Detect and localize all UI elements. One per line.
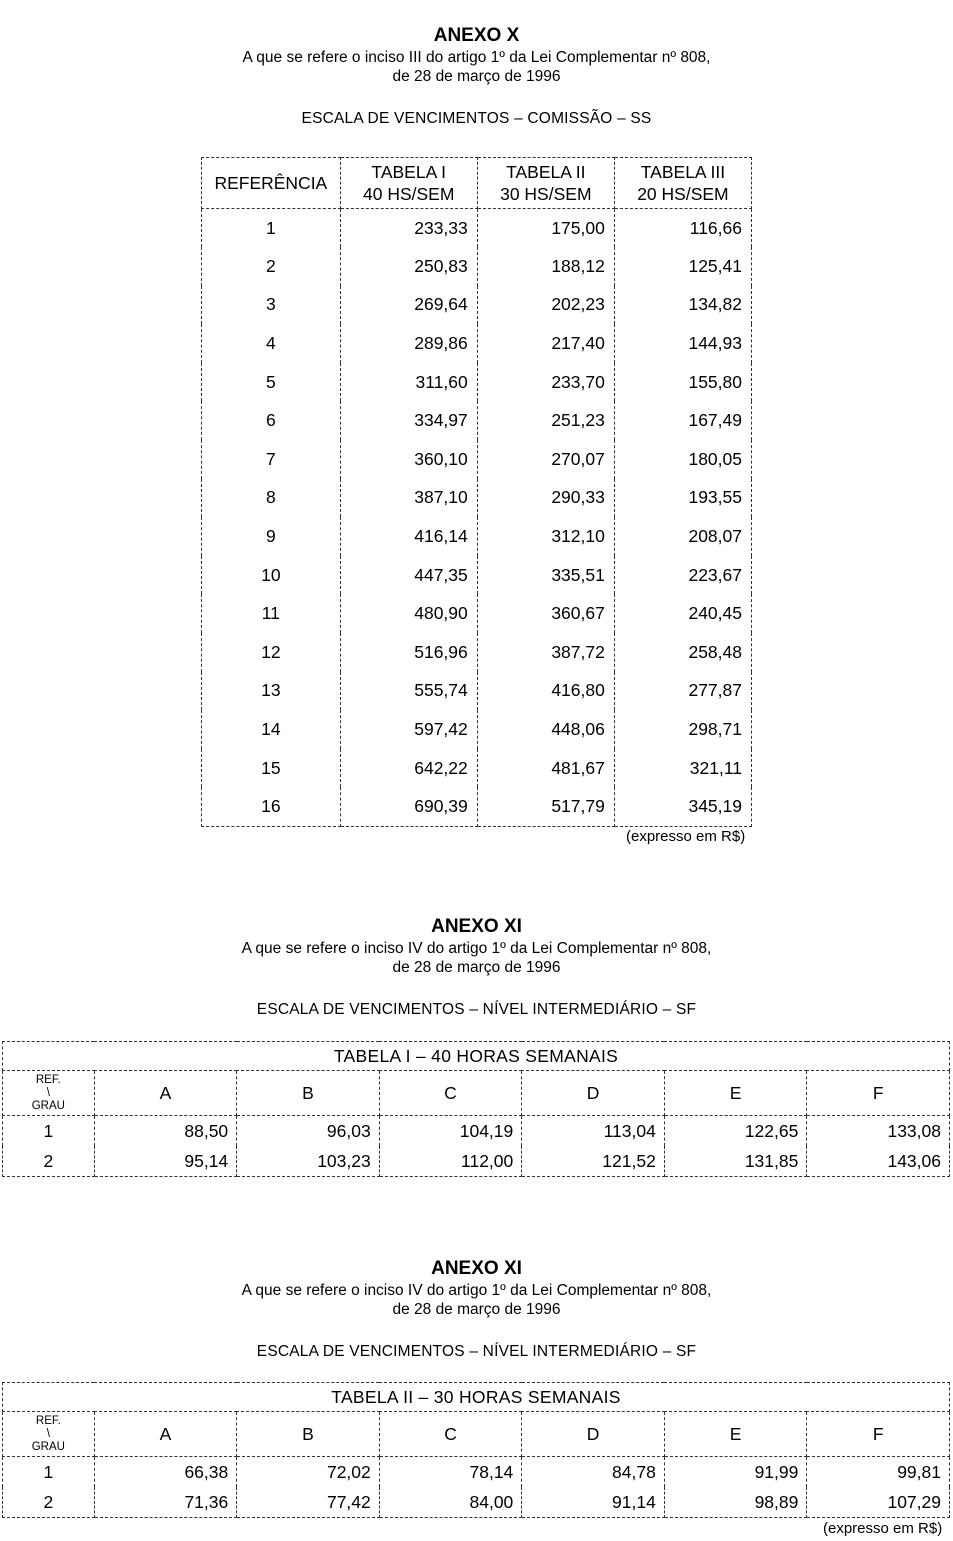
anexo-xi-1-subtitle-line1: A que se refere o inciso IV do artigo 1º da Lei Complementar nº 808,	[241, 940, 712, 957]
value-cell: 311,60	[340, 363, 477, 402]
ref-grau-separator: \	[46, 1427, 50, 1440]
column-header-f: F	[807, 1071, 950, 1116]
header-tabela-3	[614, 158, 751, 209]
value-cell: 131,85	[664, 1146, 807, 1177]
value-cell: 113,04	[522, 1116, 665, 1147]
anexo-xi-1-table-caption: TABELA I – 40 HORAS SEMANAIS	[3, 1042, 950, 1071]
value-cell: 144,93	[614, 324, 751, 363]
ref-grau-separator: \	[46, 1086, 50, 1099]
referencia-cell: 2	[202, 247, 341, 286]
value-cell: 167,49	[614, 401, 751, 440]
header-tabela-2-name: TABELA II	[506, 162, 586, 182]
column-header-f: F	[807, 1412, 950, 1457]
value-cell: 233,70	[477, 363, 614, 402]
referencia-cell: 12	[202, 633, 341, 672]
table-row	[202, 479, 752, 518]
column-header-a: A	[94, 1071, 237, 1116]
value-cell: 233,33	[340, 209, 477, 248]
header-tabela-1	[340, 158, 477, 209]
table-row	[202, 440, 752, 479]
value-cell: 84,00	[379, 1487, 522, 1518]
value-cell: 91,99	[664, 1457, 807, 1488]
value-cell: 193,55	[614, 479, 751, 518]
value-cell: 134,82	[614, 286, 751, 325]
value-cell: 107,29	[807, 1487, 950, 1518]
anexo-xi-2-subtitle-line2: de 28 de março de 1996	[392, 1301, 561, 1318]
value-cell: 360,67	[477, 594, 614, 633]
value-cell: 121,52	[522, 1146, 665, 1177]
value-cell: 642,22	[340, 749, 477, 788]
ref-cell: 2	[3, 1146, 95, 1177]
table-row	[3, 1487, 950, 1518]
header-tabela-3-hours: 20 HS/SEM	[637, 184, 729, 204]
value-cell: 416,80	[477, 672, 614, 711]
value-cell: 334,97	[340, 401, 477, 440]
referencia-cell: 4	[202, 324, 341, 363]
anexo-xi-2-table	[2, 1382, 950, 1518]
referencia-cell: 9	[202, 517, 341, 556]
anexo-x-scale-heading: ESCALA DE VENCIMENTOS – COMISSÃO – SS	[301, 110, 652, 127]
value-cell: 269,64	[340, 286, 477, 325]
column-header-a: A	[94, 1412, 237, 1457]
value-cell: 223,67	[614, 556, 751, 595]
referencia-cell: 8	[202, 479, 341, 518]
column-header-c: C	[379, 1412, 522, 1457]
referencia-cell: 3	[202, 286, 341, 325]
value-cell: 175,00	[477, 209, 614, 248]
anexo-xi-1-title: ANEXO XI	[431, 916, 522, 937]
table-row	[202, 247, 752, 286]
ref-cell: 2	[3, 1487, 95, 1518]
anexo-x-subtitle-line2: de 28 de março de 1996	[392, 68, 561, 85]
ref-label: REF.	[35, 1414, 61, 1427]
value-cell: 91,14	[522, 1487, 665, 1518]
table-row	[202, 672, 752, 711]
value-cell: 290,33	[477, 479, 614, 518]
value-cell: 71,36	[94, 1487, 237, 1518]
value-cell: 84,78	[522, 1457, 665, 1488]
table-row	[202, 286, 752, 325]
ref-cell: 1	[3, 1457, 95, 1488]
value-cell: 96,03	[237, 1116, 380, 1147]
anexo-x-title: ANEXO X	[433, 25, 520, 46]
value-cell: 77,42	[237, 1487, 380, 1518]
value-cell: 122,65	[664, 1116, 807, 1147]
referencia-cell: 14	[202, 710, 341, 749]
column-header-d: D	[522, 1412, 665, 1457]
table-row	[202, 787, 752, 826]
value-cell: 143,06	[807, 1146, 950, 1177]
value-cell: 516,96	[340, 633, 477, 672]
value-cell: 125,41	[614, 247, 751, 286]
value-cell: 258,48	[614, 633, 751, 672]
value-cell: 133,08	[807, 1116, 950, 1147]
value-cell: 180,05	[614, 440, 751, 479]
value-cell: 298,71	[614, 710, 751, 749]
value-cell: 78,14	[379, 1457, 522, 1488]
value-cell: 345,19	[614, 787, 751, 826]
value-cell: 72,02	[237, 1457, 380, 1488]
value-cell: 480,90	[340, 594, 477, 633]
value-cell: 208,07	[614, 517, 751, 556]
table-row	[202, 363, 752, 402]
value-cell: 103,23	[237, 1146, 380, 1177]
anexo-xi-2-scale-heading: ESCALA DE VENCIMENTOS – NÍVEL INTERMEDIÁRIO – SF	[256, 1343, 697, 1360]
anexo-xi-2-table-caption: TABELA II – 30 HORAS SEMANAIS	[3, 1383, 950, 1412]
value-cell: 270,07	[477, 440, 614, 479]
value-cell: 112,00	[379, 1146, 522, 1177]
value-cell: 335,51	[477, 556, 614, 595]
value-cell: 321,11	[614, 749, 751, 788]
header-tabela-3-name: TABELA III	[640, 162, 726, 182]
value-cell: 88,50	[94, 1116, 237, 1147]
value-cell: 597,42	[340, 710, 477, 749]
table-row	[3, 1116, 950, 1147]
value-cell: 104,19	[379, 1116, 522, 1147]
value-cell: 481,67	[477, 749, 614, 788]
grau-label: GRAU	[31, 1440, 65, 1453]
table-row	[202, 209, 752, 248]
value-cell: 202,23	[477, 286, 614, 325]
ref-grau-header	[3, 1071, 95, 1116]
value-cell: 448,06	[477, 710, 614, 749]
value-cell: 98,89	[664, 1487, 807, 1518]
referencia-cell: 6	[202, 401, 341, 440]
anexo-x-subtitle-line1: A que se refere o inciso III do artigo 1º da Lei Complementar nº 808,	[242, 49, 711, 66]
table-row	[202, 324, 752, 363]
anexo-x-table-body	[202, 209, 752, 827]
header-tabela-1-hours: 40 HS/SEM	[363, 184, 455, 204]
table-row	[202, 633, 752, 672]
header-referencia: REFERÊNCIA	[202, 158, 341, 209]
table-row	[202, 749, 752, 788]
header-tabela-2	[477, 158, 614, 209]
anexo-xi-2-subtitle-line1: A que se refere o inciso IV do artigo 1º da Lei Complementar nº 808,	[241, 1282, 712, 1299]
table-row	[202, 517, 752, 556]
value-cell: 277,87	[614, 672, 751, 711]
value-cell: 690,39	[340, 787, 477, 826]
value-cell: 555,74	[340, 672, 477, 711]
table-row	[3, 1146, 950, 1177]
value-cell: 116,66	[614, 209, 751, 248]
value-cell: 387,10	[340, 479, 477, 518]
column-header-e: E	[664, 1071, 807, 1116]
referencia-cell: 13	[202, 672, 341, 711]
referencia-cell: 1	[202, 209, 341, 248]
anexo-x-table	[201, 157, 752, 827]
anexo-xi-1-scale-heading: ESCALA DE VENCIMENTOS – NÍVEL INTERMEDIÁRIO – SF	[256, 1001, 697, 1018]
value-cell: 289,86	[340, 324, 477, 363]
anexo-xi-1-table	[2, 1041, 950, 1177]
value-cell: 251,23	[477, 401, 614, 440]
referencia-cell: 10	[202, 556, 341, 595]
column-header-c: C	[379, 1071, 522, 1116]
table-row	[202, 401, 752, 440]
value-cell: 155,80	[614, 363, 751, 402]
header-tabela-1-name: TABELA I	[371, 162, 446, 182]
anexo-x-currency-note: (expresso em R$)	[626, 828, 746, 845]
anexo-xi-1-subtitle-line2: de 28 de março de 1996	[392, 959, 561, 976]
referencia-cell: 7	[202, 440, 341, 479]
value-cell: 99,81	[807, 1457, 950, 1488]
table-row	[3, 1457, 950, 1488]
value-cell: 217,40	[477, 324, 614, 363]
value-cell: 360,10	[340, 440, 477, 479]
table-row	[202, 594, 752, 633]
referencia-cell: 5	[202, 363, 341, 402]
ref-label: REF.	[35, 1073, 61, 1086]
value-cell: 517,79	[477, 787, 614, 826]
value-cell: 416,14	[340, 517, 477, 556]
referencia-cell: 15	[202, 749, 341, 788]
ref-grau-header	[3, 1412, 95, 1457]
anexo-xi-2-title: ANEXO XI	[431, 1258, 522, 1279]
ref-cell: 1	[3, 1116, 95, 1147]
table-row	[202, 556, 752, 595]
referencia-cell: 11	[202, 594, 341, 633]
grau-label: GRAU	[31, 1099, 65, 1112]
referencia-cell: 16	[202, 787, 341, 826]
value-cell: 312,10	[477, 517, 614, 556]
column-header-d: D	[522, 1071, 665, 1116]
value-cell: 250,83	[340, 247, 477, 286]
value-cell: 188,12	[477, 247, 614, 286]
table-row	[202, 710, 752, 749]
value-cell: 66,38	[94, 1457, 237, 1488]
value-cell: 95,14	[94, 1146, 237, 1177]
column-header-b: B	[237, 1071, 380, 1116]
value-cell: 240,45	[614, 594, 751, 633]
header-tabela-2-hours: 30 HS/SEM	[500, 184, 592, 204]
anexo-x-header-row	[202, 158, 752, 209]
value-cell: 387,72	[477, 633, 614, 672]
value-cell: 447,35	[340, 556, 477, 595]
column-header-e: E	[664, 1412, 807, 1457]
column-header-b: B	[237, 1412, 380, 1457]
anexo-xi-2-currency-note: (expresso em R$)	[823, 1520, 943, 1537]
